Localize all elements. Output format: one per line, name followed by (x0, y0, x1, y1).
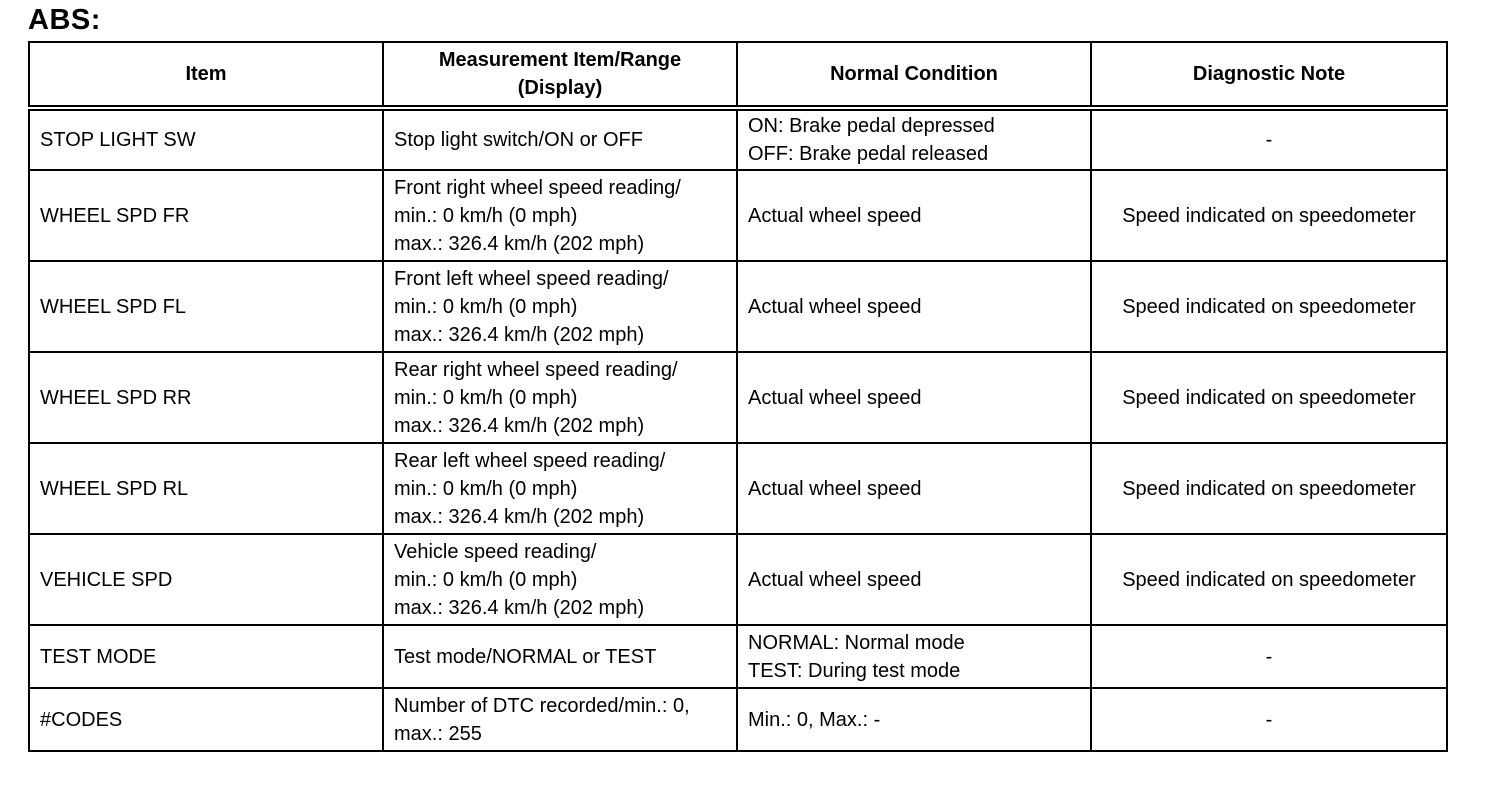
cell-item: WHEEL SPD FL (29, 261, 383, 352)
table-row (29, 625, 1447, 688)
cell-item: WHEEL SPD FR (29, 170, 383, 261)
cell-normal-condition: Min.: 0, Max.: - (737, 688, 1091, 751)
cell-measurement: Stop light switch/ON or OFF (383, 108, 737, 170)
cell-item: WHEEL SPD RL (29, 443, 383, 534)
cell-normal-condition: Actual wheel speed (737, 352, 1091, 443)
cell-item: #CODES (29, 688, 383, 751)
cell-diagnostic-note: - (1091, 688, 1447, 751)
header-measurement: Measurement Item/Range (Display) (383, 42, 737, 108)
cell-measurement: Number of DTC recorded/min.: 0, max.: 255 (383, 688, 737, 751)
cell-normal-condition: Actual wheel speed (737, 170, 1091, 261)
cell-diagnostic-note: Speed indicated on speedometer (1091, 534, 1447, 625)
table-row (29, 688, 1447, 751)
cell-normal-condition: Actual wheel speed (737, 261, 1091, 352)
table-row (29, 261, 1447, 352)
cell-normal-condition: Actual wheel speed (737, 534, 1091, 625)
cell-normal-condition: Actual wheel speed (737, 443, 1091, 534)
cell-measurement: Front left wheel speed reading/ min.: 0 km/h (0 mph) max.: 326.4 km/h (202 mph) (383, 261, 737, 352)
table-row (29, 534, 1447, 625)
cell-measurement: Rear right wheel speed reading/ min.: 0 km/h (0 mph) max.: 326.4 km/h (202 mph) (383, 352, 737, 443)
cell-measurement: Test mode/NORMAL or TEST (383, 625, 737, 688)
cell-diagnostic-note: Speed indicated on speedometer (1091, 352, 1447, 443)
table-body (29, 108, 1447, 751)
cell-item: STOP LIGHT SW (29, 108, 383, 170)
cell-diagnostic-note: Speed indicated on speedometer (1091, 170, 1447, 261)
header-normal-condition: Normal Condition (737, 42, 1091, 108)
cell-measurement: Front right wheel speed reading/ min.: 0 km/h (0 mph) max.: 326.4 km/h (202 mph) (383, 170, 737, 261)
cell-item: TEST MODE (29, 625, 383, 688)
header-diagnostic-note: Diagnostic Note (1091, 42, 1447, 108)
table-row (29, 443, 1447, 534)
cell-diagnostic-note: - (1091, 108, 1447, 170)
table-row (29, 352, 1447, 443)
cell-normal-condition: ON: Brake pedal depressed OFF: Brake pedal released (737, 108, 1091, 170)
table-header (29, 42, 1447, 108)
cell-item: VEHICLE SPD (29, 534, 383, 625)
table-row (29, 108, 1447, 170)
cell-diagnostic-note: Speed indicated on speedometer (1091, 443, 1447, 534)
header-row (29, 42, 1447, 108)
cell-item: WHEEL SPD RR (29, 352, 383, 443)
cell-measurement: Rear left wheel speed reading/ min.: 0 km/h (0 mph) max.: 326.4 km/h (202 mph) (383, 443, 737, 534)
cell-diagnostic-note: - (1091, 625, 1447, 688)
abs-data-table (28, 41, 1448, 752)
table-row (29, 170, 1447, 261)
cell-diagnostic-note: Speed indicated on speedometer (1091, 261, 1447, 352)
cell-measurement: Vehicle speed reading/ min.: 0 km/h (0 mph) max.: 326.4 km/h (202 mph) (383, 534, 737, 625)
page-title: ABS: (28, 4, 101, 36)
cell-normal-condition: NORMAL: Normal mode TEST: During test mode (737, 625, 1091, 688)
header-item: Item (29, 42, 383, 108)
